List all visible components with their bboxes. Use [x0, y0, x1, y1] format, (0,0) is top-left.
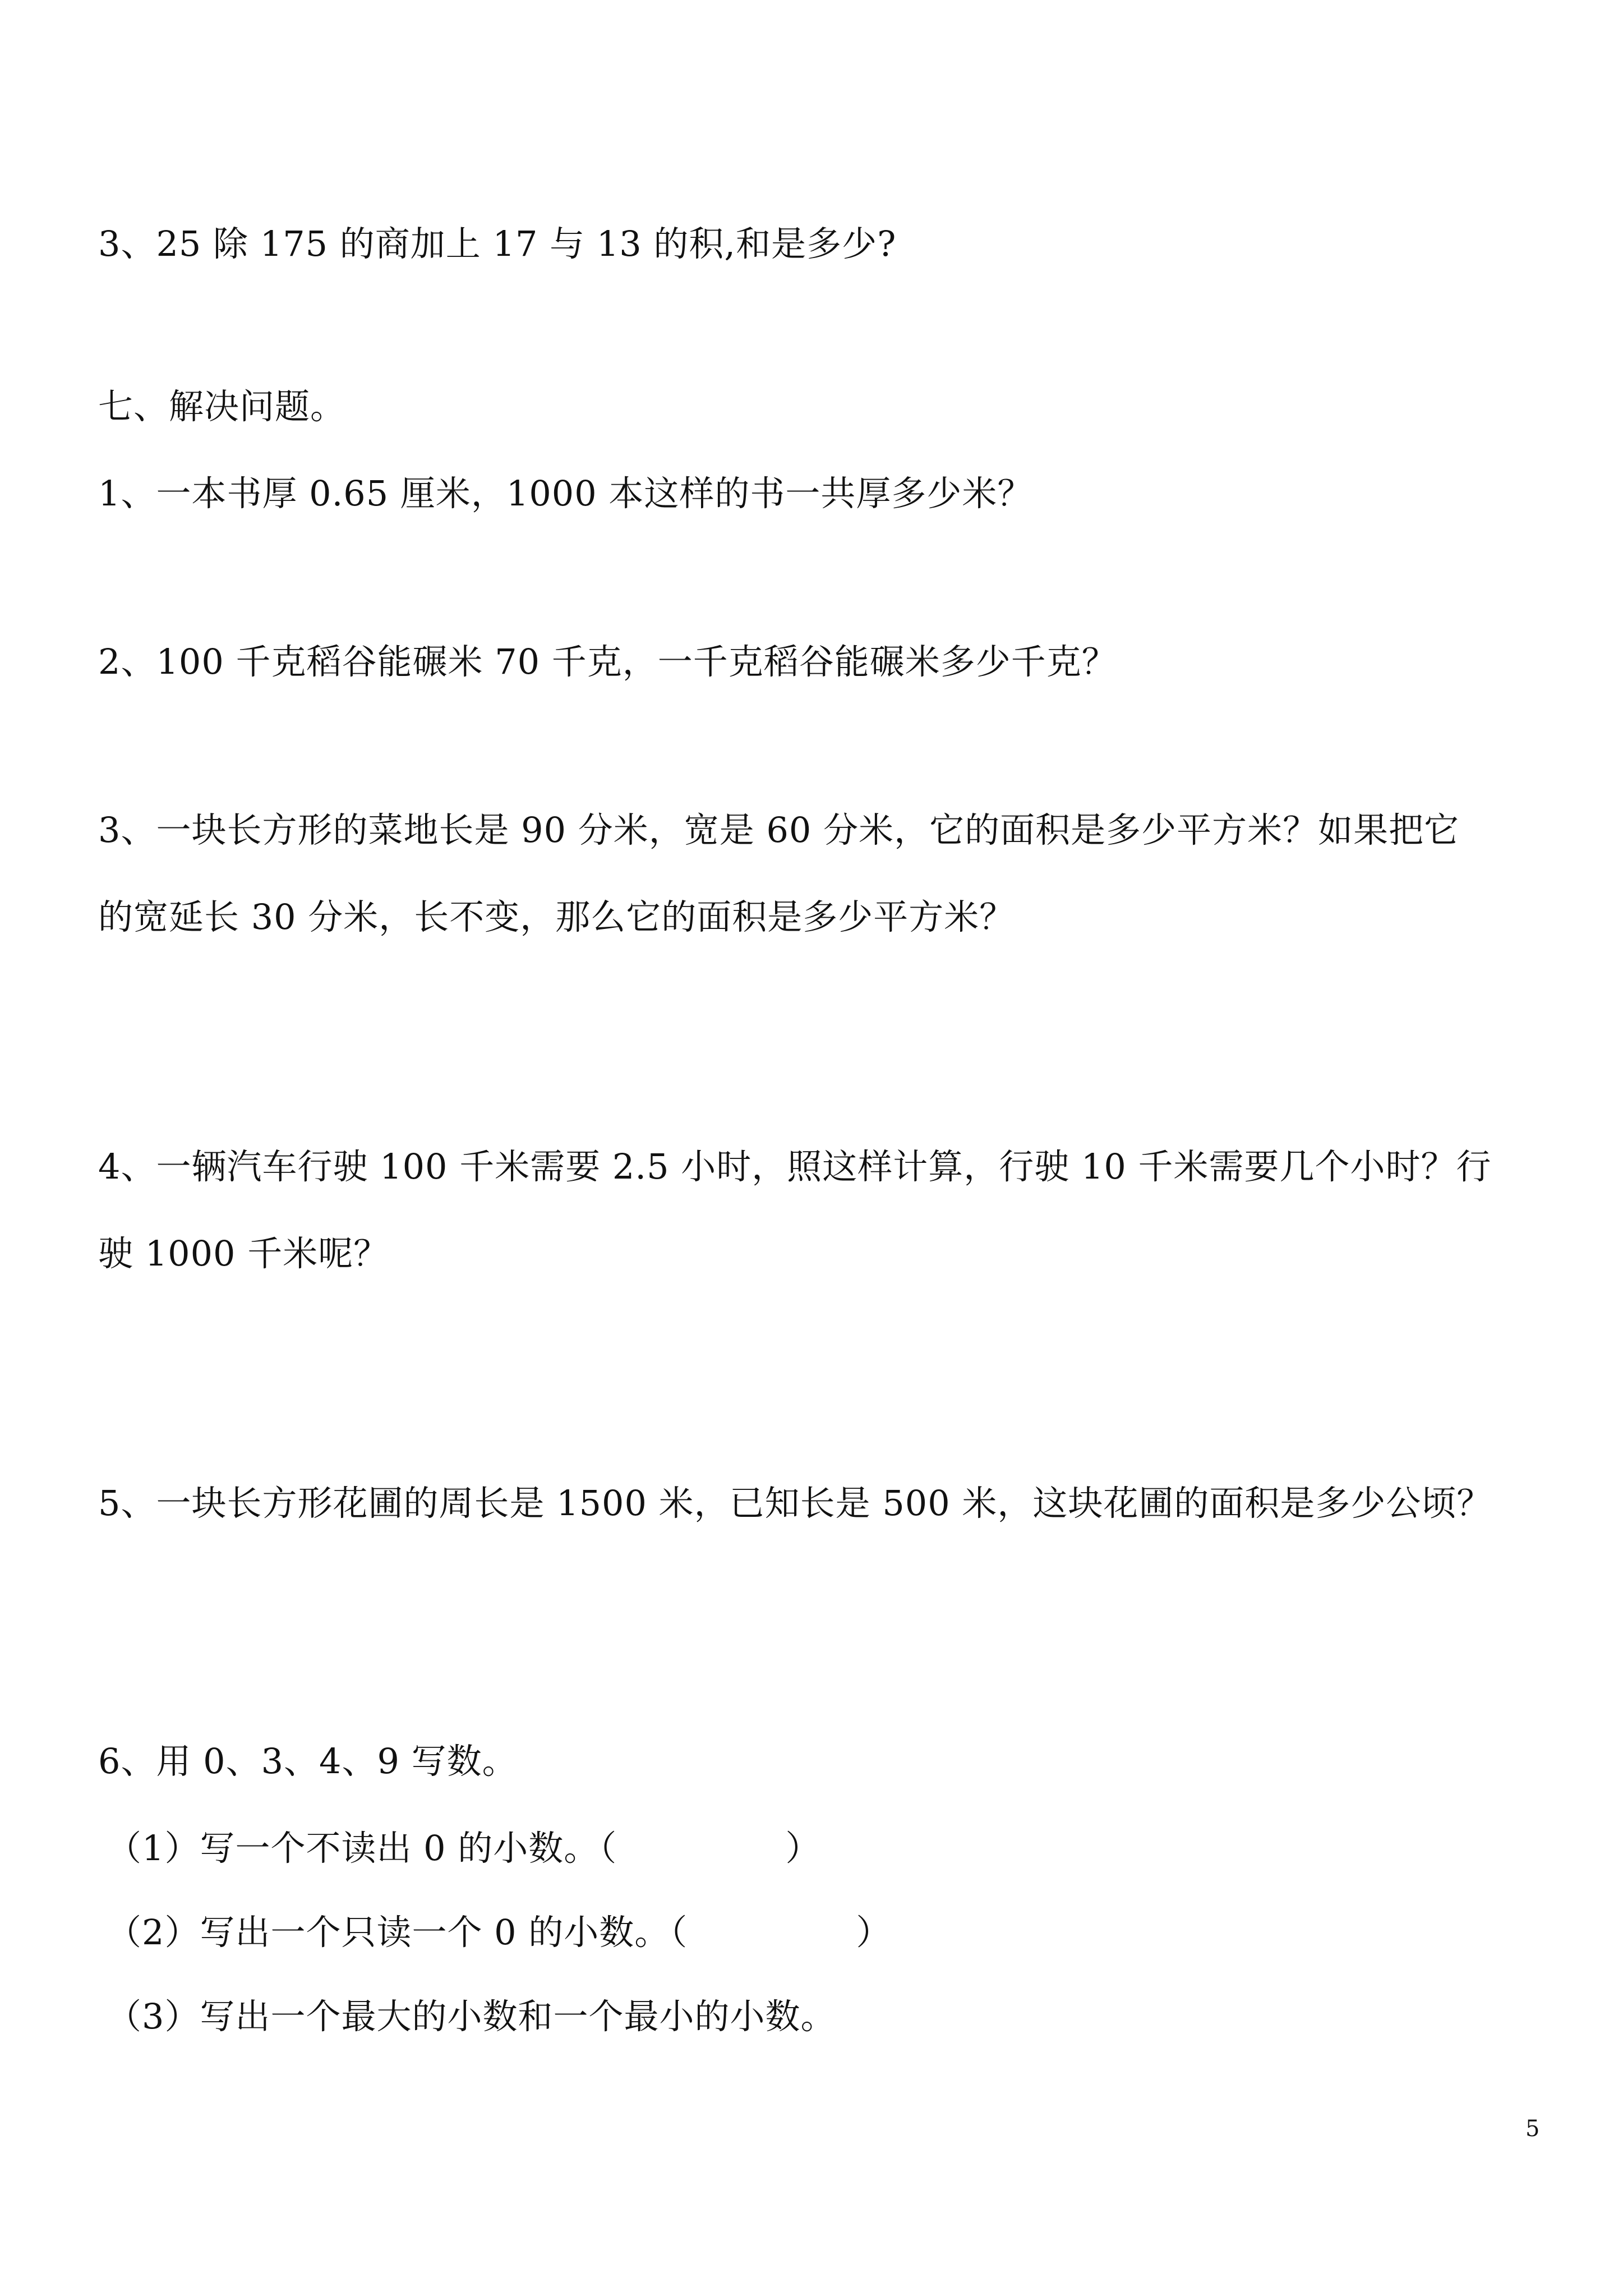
problem-4-line-1: 4、一辆汽车行驶 100 千米需要 2.5 小时，照这样计算，行驶 10 千米需要几个小时？行 [98, 1146, 1492, 1187]
page-number: 5 [1525, 2116, 1540, 2142]
calc-question-3: 3、25 除 175 的商加上 17 与 13 的积,和是多少? [98, 223, 897, 264]
sub-question-2-text: （2）写出一个只读一个 0 的小数。（ [107, 1912, 688, 1953]
problem-6-line-1: 6、用 0、3、4、9 写数。 [98, 1741, 518, 1782]
problem-3-line-2: 的宽延长 30 分米，长不变，那么它的面积是多少平方米？ [98, 896, 1015, 937]
sub-question-1-close: ） [785, 1828, 821, 1869]
sub-question-3-text: （3）写出一个最大的小数和一个最小的小数。 [107, 1996, 836, 2037]
problem-2-line-1: 2、100 千克稻谷能碾米 70 千克，一千克稻谷能碾米多少千克？ [98, 641, 1117, 682]
sub-question-1 [107, 1826, 820, 1871]
problem-5-line-1: 5、一块长方形花圃的周长是 1500 米，已知长是 500 米，这块花圃的面积是多少公顷？ [98, 1483, 1492, 1524]
sub-question-2 [107, 1910, 891, 1955]
problem-3-line-1: 3、一块长方形的菜地长是 90 分米，宽是 60 分米，它的面积是多少平方米？如果把它 [98, 809, 1460, 850]
problem-4-line-2: 驶 1000 千米呢？ [98, 1233, 389, 1274]
sub-question-3 [107, 1994, 836, 2039]
section-title: 七、解决问题。 [98, 386, 346, 427]
sub-question-1-text: （1）写一个不读出 0 的小数。（ [107, 1828, 617, 1869]
sub-question-2-close: ） [856, 1912, 892, 1953]
problem-1-line-1: 1、一本书厚 0.65 厘米，1000 本这样的书一共厚多少米？ [98, 473, 1033, 514]
